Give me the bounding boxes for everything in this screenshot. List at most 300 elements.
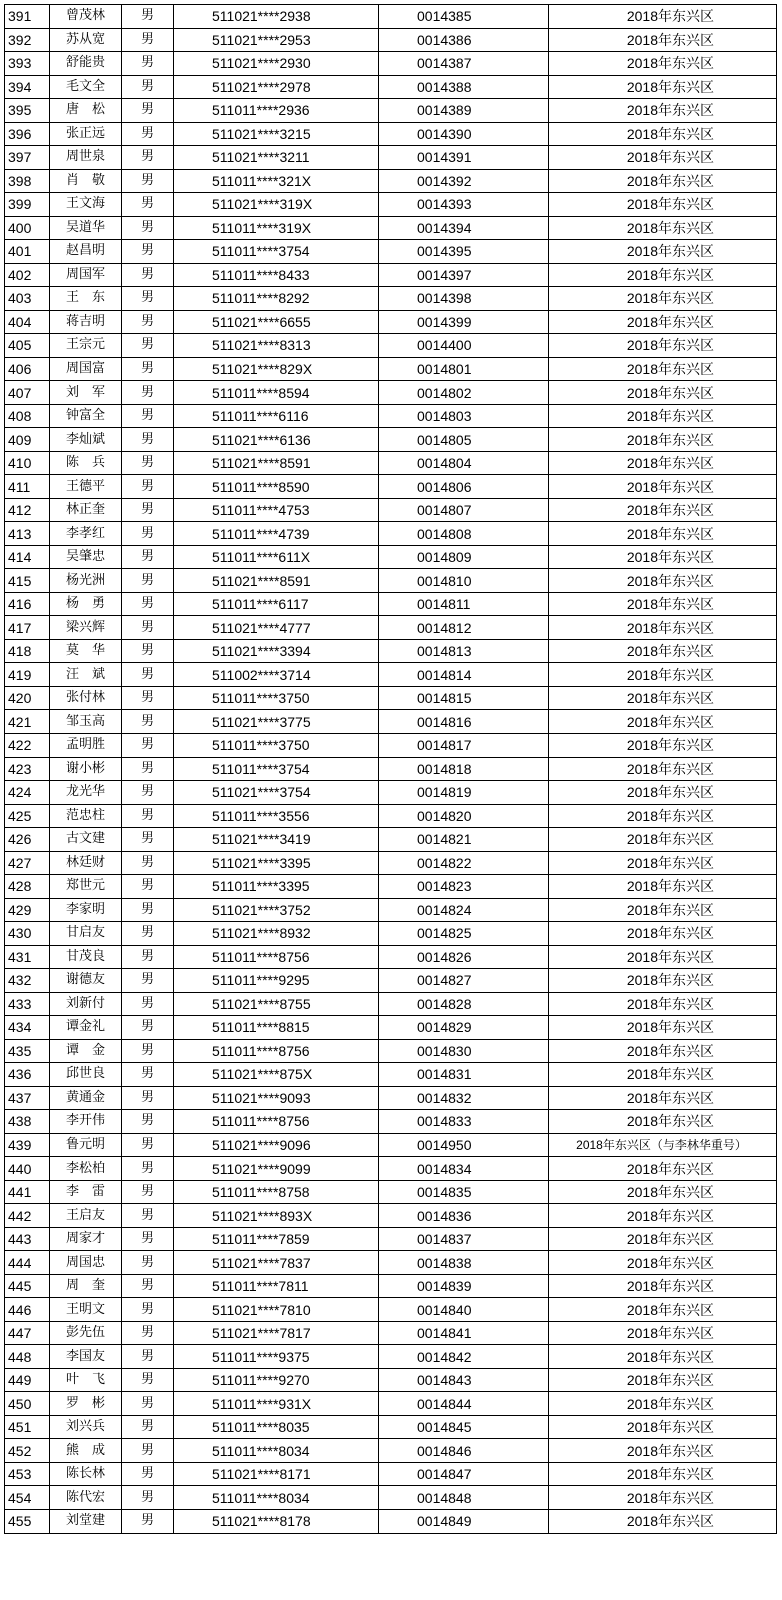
row-number-cell: 450	[5, 1392, 50, 1416]
note-cell: 2018年东兴区	[549, 310, 777, 334]
table-row	[5, 545, 777, 569]
row-number-cell: 448	[5, 1345, 50, 1369]
id-number-cell: 511011****931X	[174, 1392, 379, 1416]
table-row	[5, 969, 777, 993]
gender-cell: 男	[122, 357, 174, 381]
id-number-cell: 511011****8756	[174, 1039, 379, 1063]
certificate-number-cell: 0014824	[379, 898, 549, 922]
note-cell: 2018年东兴区	[549, 639, 777, 663]
gender-cell: 男	[122, 1063, 174, 1087]
certificate-number-cell: 0014844	[379, 1392, 549, 1416]
certificate-number-cell: 0014837	[379, 1227, 549, 1251]
note-cell: 2018年东兴区	[549, 1298, 777, 1322]
note-cell: 2018年东兴区	[549, 875, 777, 899]
table-row	[5, 1133, 777, 1157]
certificate-number-cell: 0014810	[379, 569, 549, 593]
gender-cell: 男	[122, 969, 174, 993]
certificate-number-cell: 0014818	[379, 757, 549, 781]
name-cell: 杨 勇	[50, 592, 122, 616]
gender-cell: 男	[122, 216, 174, 240]
id-number-cell: 511011****3556	[174, 804, 379, 828]
certificate-number-cell: 0014398	[379, 287, 549, 311]
gender-cell: 男	[122, 1392, 174, 1416]
name-cell: 陈长林	[50, 1462, 122, 1486]
row-number-cell: 415	[5, 569, 50, 593]
table-row	[5, 287, 777, 311]
id-number-cell: 511011****6117	[174, 592, 379, 616]
id-number-cell: 511021****3752	[174, 898, 379, 922]
note-cell: 2018年东兴区	[549, 1204, 777, 1228]
gender-cell: 男	[122, 193, 174, 217]
id-number-cell: 511011****8433	[174, 263, 379, 287]
table-row	[5, 875, 777, 899]
row-number-cell: 452	[5, 1439, 50, 1463]
id-number-cell: 511011****4753	[174, 498, 379, 522]
id-number-cell: 511021****7817	[174, 1321, 379, 1345]
name-cell: 舒能贵	[50, 52, 122, 76]
gender-cell: 男	[122, 522, 174, 546]
table-row	[5, 522, 777, 546]
note-cell: 2018年东兴区	[549, 898, 777, 922]
name-cell: 王宗元	[50, 334, 122, 358]
id-number-cell: 511011****3750	[174, 733, 379, 757]
id-number-cell: 511021****8313	[174, 334, 379, 358]
gender-cell: 男	[122, 310, 174, 334]
row-number-cell: 405	[5, 334, 50, 358]
id-number-cell: 511011****3750	[174, 686, 379, 710]
row-number-cell: 394	[5, 75, 50, 99]
table-row	[5, 475, 777, 499]
name-cell: 周国军	[50, 263, 122, 287]
row-number-cell: 420	[5, 686, 50, 710]
name-cell: 肖 敬	[50, 169, 122, 193]
gender-cell: 男	[122, 1462, 174, 1486]
certificate-number-cell: 0014823	[379, 875, 549, 899]
table-row	[5, 592, 777, 616]
gender-cell: 男	[122, 545, 174, 569]
row-number-cell: 406	[5, 357, 50, 381]
note-cell: 2018年东兴区	[549, 757, 777, 781]
id-number-cell: 511011****8292	[174, 287, 379, 311]
gender-cell: 男	[122, 122, 174, 146]
table-row	[5, 52, 777, 76]
gender-cell: 男	[122, 1345, 174, 1369]
name-cell: 王明文	[50, 1298, 122, 1322]
table-row	[5, 1368, 777, 1392]
table-row	[5, 1016, 777, 1040]
certificate-number-cell: 0014814	[379, 663, 549, 687]
name-cell: 李孝红	[50, 522, 122, 546]
row-number-cell: 451	[5, 1415, 50, 1439]
table-row	[5, 710, 777, 734]
row-number-cell: 433	[5, 992, 50, 1016]
gender-cell: 男	[122, 1039, 174, 1063]
note-cell: 2018年东兴区	[549, 334, 777, 358]
certificate-number-cell: 0014809	[379, 545, 549, 569]
id-number-cell: 511021****3394	[174, 639, 379, 663]
id-number-cell: 511021****3775	[174, 710, 379, 734]
id-number-cell: 511021****3419	[174, 828, 379, 852]
certificate-number-cell: 0014806	[379, 475, 549, 499]
row-number-cell: 455	[5, 1510, 50, 1534]
gender-cell: 男	[122, 498, 174, 522]
id-number-cell: 511021****7837	[174, 1251, 379, 1275]
name-cell: 汪 斌	[50, 663, 122, 687]
row-number-cell: 445	[5, 1274, 50, 1298]
row-number-cell: 428	[5, 875, 50, 899]
table-row	[5, 1204, 777, 1228]
row-number-cell: 425	[5, 804, 50, 828]
gender-cell: 男	[122, 733, 174, 757]
row-number-cell: 430	[5, 922, 50, 946]
table-row	[5, 663, 777, 687]
note-cell: 2018年东兴区	[549, 381, 777, 405]
name-cell: 蒋吉明	[50, 310, 122, 334]
row-number-cell: 396	[5, 122, 50, 146]
row-number-cell: 435	[5, 1039, 50, 1063]
name-cell: 杨光洲	[50, 569, 122, 593]
table-row	[5, 1086, 777, 1110]
certificate-number-cell: 0014815	[379, 686, 549, 710]
certificate-number-cell: 0014826	[379, 945, 549, 969]
note-cell: 2018年东兴区	[549, 193, 777, 217]
table-row	[5, 1180, 777, 1204]
id-number-cell: 511011****8034	[174, 1486, 379, 1510]
gender-cell: 男	[122, 898, 174, 922]
note-cell: 2018年东兴区	[549, 1368, 777, 1392]
gender-cell: 男	[122, 451, 174, 475]
row-number-cell: 426	[5, 828, 50, 852]
name-cell: 陈 兵	[50, 451, 122, 475]
id-number-cell: 511021****8932	[174, 922, 379, 946]
certificate-number-cell: 0014392	[379, 169, 549, 193]
table-row	[5, 804, 777, 828]
name-cell: 张付林	[50, 686, 122, 710]
certificate-number-cell: 0014838	[379, 1251, 549, 1275]
row-number-cell: 409	[5, 428, 50, 452]
row-number-cell: 399	[5, 193, 50, 217]
table-row	[5, 216, 777, 240]
note-cell: 2018年东兴区	[549, 992, 777, 1016]
name-cell: 吴肇忠	[50, 545, 122, 569]
row-number-cell: 400	[5, 216, 50, 240]
certificate-number-cell: 0014808	[379, 522, 549, 546]
table-row	[5, 357, 777, 381]
certificate-number-cell: 0014804	[379, 451, 549, 475]
name-cell: 谭金礼	[50, 1016, 122, 1040]
id-number-cell: 511021****875X	[174, 1063, 379, 1087]
note-cell: 2018年东兴区	[549, 616, 777, 640]
id-number-cell: 511021****6655	[174, 310, 379, 334]
table-body	[5, 5, 777, 1534]
row-number-cell: 392	[5, 28, 50, 52]
table-row	[5, 781, 777, 805]
table-row	[5, 1345, 777, 1369]
note-cell: 2018年东兴区	[549, 592, 777, 616]
row-number-cell: 446	[5, 1298, 50, 1322]
note-cell: 2018年东兴区（与李林华重号）	[549, 1133, 777, 1157]
row-number-cell: 416	[5, 592, 50, 616]
gender-cell: 男	[122, 52, 174, 76]
row-number-cell: 443	[5, 1227, 50, 1251]
name-cell: 刘兴兵	[50, 1415, 122, 1439]
name-cell: 苏从宽	[50, 28, 122, 52]
row-number-cell: 431	[5, 945, 50, 969]
table-row	[5, 569, 777, 593]
gender-cell: 男	[122, 1321, 174, 1345]
table-row	[5, 498, 777, 522]
note-cell: 2018年东兴区	[549, 1510, 777, 1534]
row-number-cell: 439	[5, 1133, 50, 1157]
note-cell: 2018年东兴区	[549, 146, 777, 170]
note-cell: 2018年东兴区	[549, 945, 777, 969]
gender-cell: 男	[122, 1227, 174, 1251]
name-cell: 邱世良	[50, 1063, 122, 1087]
table-row	[5, 1439, 777, 1463]
gender-cell: 男	[122, 1016, 174, 1040]
note-cell: 2018年东兴区	[549, 1415, 777, 1439]
table-row	[5, 1110, 777, 1134]
note-cell: 2018年东兴区	[549, 781, 777, 805]
table-row	[5, 146, 777, 170]
id-number-cell: 511021****829X	[174, 357, 379, 381]
id-number-cell: 511011****4739	[174, 522, 379, 546]
name-cell: 李国友	[50, 1345, 122, 1369]
table-row	[5, 1462, 777, 1486]
table-row	[5, 1251, 777, 1275]
gender-cell: 男	[122, 875, 174, 899]
certificate-number-cell: 0014830	[379, 1039, 549, 1063]
row-number-cell: 449	[5, 1368, 50, 1392]
id-number-cell: 511021****8178	[174, 1510, 379, 1534]
table-row	[5, 1157, 777, 1181]
id-number-cell: 511021****2930	[174, 52, 379, 76]
name-cell: 刘 军	[50, 381, 122, 405]
id-number-cell: 511011****7811	[174, 1274, 379, 1298]
name-cell: 谭 金	[50, 1039, 122, 1063]
row-number-cell: 417	[5, 616, 50, 640]
table-row	[5, 1392, 777, 1416]
certificate-number-cell: 0014827	[379, 969, 549, 993]
certificate-number-cell: 0014834	[379, 1157, 549, 1181]
name-cell: 唐 松	[50, 99, 122, 123]
name-cell: 王文海	[50, 193, 122, 217]
gender-cell: 男	[122, 804, 174, 828]
note-cell: 2018年东兴区	[549, 1392, 777, 1416]
note-cell: 2018年东兴区	[549, 733, 777, 757]
id-number-cell: 511011****9270	[174, 1368, 379, 1392]
id-number-cell: 511011****8815	[174, 1016, 379, 1040]
row-number-cell: 412	[5, 498, 50, 522]
gender-cell: 男	[122, 569, 174, 593]
name-cell: 陈代宏	[50, 1486, 122, 1510]
certificate-number-cell: 0014803	[379, 404, 549, 428]
gender-cell: 男	[122, 404, 174, 428]
note-cell: 2018年东兴区	[549, 404, 777, 428]
name-cell: 甘茂良	[50, 945, 122, 969]
gender-cell: 男	[122, 1157, 174, 1181]
gender-cell: 男	[122, 710, 174, 734]
table-row	[5, 1510, 777, 1534]
id-number-cell: 511011****319X	[174, 216, 379, 240]
gender-cell: 男	[122, 428, 174, 452]
certificate-number-cell: 0014390	[379, 122, 549, 146]
certificate-number-cell: 0014394	[379, 216, 549, 240]
gender-cell: 男	[122, 146, 174, 170]
id-number-cell: 511011****2936	[174, 99, 379, 123]
row-number-cell: 444	[5, 1251, 50, 1275]
row-number-cell: 391	[5, 5, 50, 29]
certificate-number-cell: 0014833	[379, 1110, 549, 1134]
table-row	[5, 169, 777, 193]
certificate-number-cell: 0014828	[379, 992, 549, 1016]
name-cell: 王启友	[50, 1204, 122, 1228]
note-cell: 2018年东兴区	[549, 828, 777, 852]
certificate-number-cell: 0014846	[379, 1439, 549, 1463]
row-number-cell: 397	[5, 146, 50, 170]
certificate-number-cell: 0014832	[379, 1086, 549, 1110]
row-number-cell: 411	[5, 475, 50, 499]
note-cell: 2018年东兴区	[549, 922, 777, 946]
certificate-number-cell: 0014388	[379, 75, 549, 99]
name-cell: 罗 彬	[50, 1392, 122, 1416]
row-number-cell: 453	[5, 1462, 50, 1486]
table-row	[5, 263, 777, 287]
table-row	[5, 898, 777, 922]
note-cell: 2018年东兴区	[549, 1486, 777, 1510]
name-cell: 周国富	[50, 357, 122, 381]
note-cell: 2018年东兴区	[549, 522, 777, 546]
table-row	[5, 310, 777, 334]
table-row	[5, 922, 777, 946]
name-cell: 刘堂建	[50, 1510, 122, 1534]
name-cell: 郑世元	[50, 875, 122, 899]
id-number-cell: 511021****893X	[174, 1204, 379, 1228]
note-cell: 2018年东兴区	[549, 1227, 777, 1251]
name-cell: 龙光华	[50, 781, 122, 805]
name-cell: 黄通金	[50, 1086, 122, 1110]
table-row	[5, 451, 777, 475]
table-row	[5, 851, 777, 875]
note-cell: 2018年东兴区	[549, 5, 777, 29]
note-cell: 2018年东兴区	[549, 1157, 777, 1181]
row-number-cell: 398	[5, 169, 50, 193]
gender-cell: 男	[122, 475, 174, 499]
note-cell: 2018年东兴区	[549, 498, 777, 522]
name-cell: 林正奎	[50, 498, 122, 522]
note-cell: 2018年东兴区	[549, 451, 777, 475]
name-cell: 李松柏	[50, 1157, 122, 1181]
row-number-cell: 442	[5, 1204, 50, 1228]
table-row	[5, 1298, 777, 1322]
id-number-cell: 511021****2938	[174, 5, 379, 29]
name-cell: 李 雷	[50, 1180, 122, 1204]
note-cell: 2018年东兴区	[549, 99, 777, 123]
gender-cell: 男	[122, 639, 174, 663]
id-number-cell: 511002****3714	[174, 663, 379, 687]
gender-cell: 男	[122, 1439, 174, 1463]
note-cell: 2018年东兴区	[549, 663, 777, 687]
table-row	[5, 757, 777, 781]
id-number-cell: 511021****2978	[174, 75, 379, 99]
certificate-number-cell: 0014807	[379, 498, 549, 522]
name-cell: 甘启友	[50, 922, 122, 946]
note-cell: 2018年东兴区	[549, 1039, 777, 1063]
name-cell: 孟明胜	[50, 733, 122, 757]
gender-cell: 男	[122, 1251, 174, 1275]
certificate-number-cell: 0014820	[379, 804, 549, 828]
table-row	[5, 616, 777, 640]
name-cell: 谢德友	[50, 969, 122, 993]
gender-cell: 男	[122, 99, 174, 123]
table-row	[5, 992, 777, 1016]
certificate-number-cell: 0014841	[379, 1321, 549, 1345]
certificate-number-cell: 0014391	[379, 146, 549, 170]
gender-cell: 男	[122, 28, 174, 52]
id-number-cell: 511021****8591	[174, 451, 379, 475]
name-cell: 李灿斌	[50, 428, 122, 452]
gender-cell: 男	[122, 663, 174, 687]
gender-cell: 男	[122, 1510, 174, 1534]
id-number-cell: 511021****7810	[174, 1298, 379, 1322]
note-cell: 2018年东兴区	[549, 969, 777, 993]
certificate-number-cell: 0014845	[379, 1415, 549, 1439]
id-number-cell: 511011****8590	[174, 475, 379, 499]
certificate-number-cell: 0014802	[379, 381, 549, 405]
id-number-cell: 511011****8758	[174, 1180, 379, 1204]
row-number-cell: 413	[5, 522, 50, 546]
note-cell: 2018年东兴区	[549, 1016, 777, 1040]
certificate-number-cell: 0014801	[379, 357, 549, 381]
gender-cell: 男	[122, 757, 174, 781]
certificate-number-cell: 0014819	[379, 781, 549, 805]
row-number-cell: 414	[5, 545, 50, 569]
id-number-cell: 511011****321X	[174, 169, 379, 193]
row-number-cell: 408	[5, 404, 50, 428]
certificate-number-cell: 0014839	[379, 1274, 549, 1298]
id-number-cell: 511011****8756	[174, 1110, 379, 1134]
id-number-cell: 511021****8171	[174, 1462, 379, 1486]
row-number-cell: 421	[5, 710, 50, 734]
table-row	[5, 1321, 777, 1345]
certificate-number-cell: 0014811	[379, 592, 549, 616]
row-number-cell: 402	[5, 263, 50, 287]
name-cell: 鲁元明	[50, 1133, 122, 1157]
gender-cell: 男	[122, 686, 174, 710]
row-number-cell: 404	[5, 310, 50, 334]
table-row	[5, 122, 777, 146]
gender-cell: 男	[122, 828, 174, 852]
note-cell: 2018年东兴区	[549, 1439, 777, 1463]
note-cell: 2018年东兴区	[549, 1063, 777, 1087]
id-number-cell: 511021****3754	[174, 781, 379, 805]
row-number-cell: 393	[5, 52, 50, 76]
id-number-cell: 511021****8755	[174, 992, 379, 1016]
row-number-cell: 403	[5, 287, 50, 311]
certificate-number-cell: 0014397	[379, 263, 549, 287]
row-number-cell: 438	[5, 1110, 50, 1134]
certificate-number-cell: 0014399	[379, 310, 549, 334]
certificate-number-cell: 0014847	[379, 1462, 549, 1486]
note-cell: 2018年东兴区	[549, 428, 777, 452]
row-number-cell: 401	[5, 240, 50, 264]
certificate-number-cell: 0014813	[379, 639, 549, 663]
row-number-cell: 429	[5, 898, 50, 922]
row-number-cell: 395	[5, 99, 50, 123]
id-number-cell: 511011****9375	[174, 1345, 379, 1369]
table-row	[5, 945, 777, 969]
table-row	[5, 334, 777, 358]
